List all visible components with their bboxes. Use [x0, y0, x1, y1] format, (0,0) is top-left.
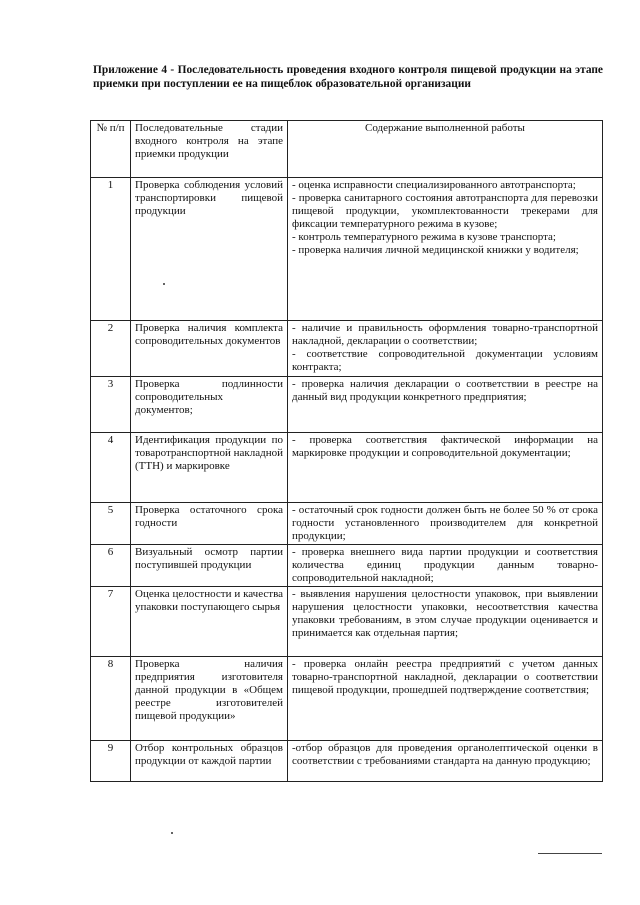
- work-item: - проверка наличия декларации о соответствии в реестре на данный вид продукции конкретного предприятия;: [292, 378, 598, 403]
- work-item: - оценка исправности специализированного автотранспорта;: [292, 179, 576, 191]
- row-stage: Проверка подлинности сопроводительных документов;: [131, 377, 288, 433]
- scan-speck: [171, 832, 173, 834]
- row-work: [288, 178, 603, 321]
- table-row: [91, 178, 603, 321]
- work-item: - наличие и правильность оформления товарно-транспортной накладной, декларации о соответствии;: [292, 322, 598, 347]
- scan-mark: [538, 853, 602, 854]
- work-item: - проверка санитарного состояния автотранспорта для перевозки пищевой продукции, укомплектованности трекерами для фиксации температурного режима в кузове;: [292, 192, 598, 230]
- row-stage: Проверка наличия комплекта сопроводительных документов: [131, 321, 288, 377]
- header-stage: Последовательные стадии входного контроля на этапе приемки продукции: [131, 121, 288, 178]
- header-work: Содержание выполненной работы: [288, 121, 603, 178]
- work-item: - проверка наличия личной медицинской книжки у водителя;: [292, 244, 579, 256]
- work-item: - проверка соответствия фактической информации на маркировке продукции и сопроводительной документации;: [292, 434, 598, 459]
- work-item: - проверка внешнего вида партии продукции и соответствия количества единиц продукции данным товарно-сопроводительной накладной;: [292, 546, 598, 584]
- table-row: [91, 377, 603, 433]
- table-row: [91, 741, 603, 782]
- row-stage: Оценка целостности и качества упаковки поступающего сырья: [131, 587, 288, 657]
- row-work: [288, 321, 603, 377]
- document-title: Приложение 4 - Последовательность проведения входного контроля пищевой продукции на этапе приемки при поступлении ее на пищеблок образовательной организации: [93, 64, 603, 90]
- work-item: - остаточный срок годности должен быть не более 50 % от срока годности установленного производителем для конкретной продукции;: [292, 504, 598, 542]
- row-number: 1: [91, 178, 131, 321]
- row-number: 3: [91, 377, 131, 433]
- row-number: 8: [91, 657, 131, 741]
- row-work: [288, 587, 603, 657]
- row-stage: Проверка остаточного срока годности: [131, 503, 288, 545]
- work-item: - контроль температурного режима в кузове транспорта;: [292, 231, 556, 243]
- inspection-table: [90, 120, 603, 782]
- row-stage: Отбор контрольных образцов продукции от каждой партии: [131, 741, 288, 782]
- row-work: [288, 741, 603, 782]
- scan-speck: [163, 283, 165, 285]
- work-item: - выявления нарушения целостности упаковок, при выявлении нарушения целостности упаковки, несоответствия качества упаковки требованиям, в этом случае продукции оценивается и принимается как отдельная партия;: [292, 588, 598, 639]
- table-row: [91, 321, 603, 377]
- table-row: [91, 503, 603, 545]
- row-number: 5: [91, 503, 131, 545]
- work-item: - проверка онлайн реестра предприятий с учетом данных товарно-транспортной накладной, декларации о соответствии пищевой продукции, прошедшей подтверждение соответствия;: [292, 658, 598, 696]
- row-stage: Идентификация продукции по товаротранспортной накладной (ТТН) и маркировке: [131, 433, 288, 503]
- row-number: 9: [91, 741, 131, 782]
- row-number: 7: [91, 587, 131, 657]
- header-number: № п/п: [91, 121, 131, 178]
- table-row: [91, 545, 603, 587]
- row-stage: Проверка наличия предприятия изготовителя данной продукции в «Общем реестре изготовителей пищевой продукции»: [131, 657, 288, 741]
- row-number: 4: [91, 433, 131, 503]
- row-work: [288, 377, 603, 433]
- row-work: [288, 545, 603, 587]
- row-work: [288, 433, 603, 503]
- row-stage: Проверка соблюдения условий транспортировки пищевой продукции: [131, 178, 288, 321]
- table-row: [91, 587, 603, 657]
- work-item: -отбор образцов для проведения органолептической оценки в соответствии с требованиями стандарта на данную продукцию;: [292, 742, 598, 767]
- row-number: 6: [91, 545, 131, 587]
- row-work: [288, 503, 603, 545]
- row-stage: Визуальный осмотр партии поступившей продукции: [131, 545, 288, 587]
- work-item: - соответствие сопроводительной документации условиям контракта;: [292, 348, 598, 373]
- row-work: [288, 657, 603, 741]
- table-header-row: [91, 121, 603, 178]
- row-number: 2: [91, 321, 131, 377]
- table-row: [91, 433, 603, 503]
- table-row: [91, 657, 603, 741]
